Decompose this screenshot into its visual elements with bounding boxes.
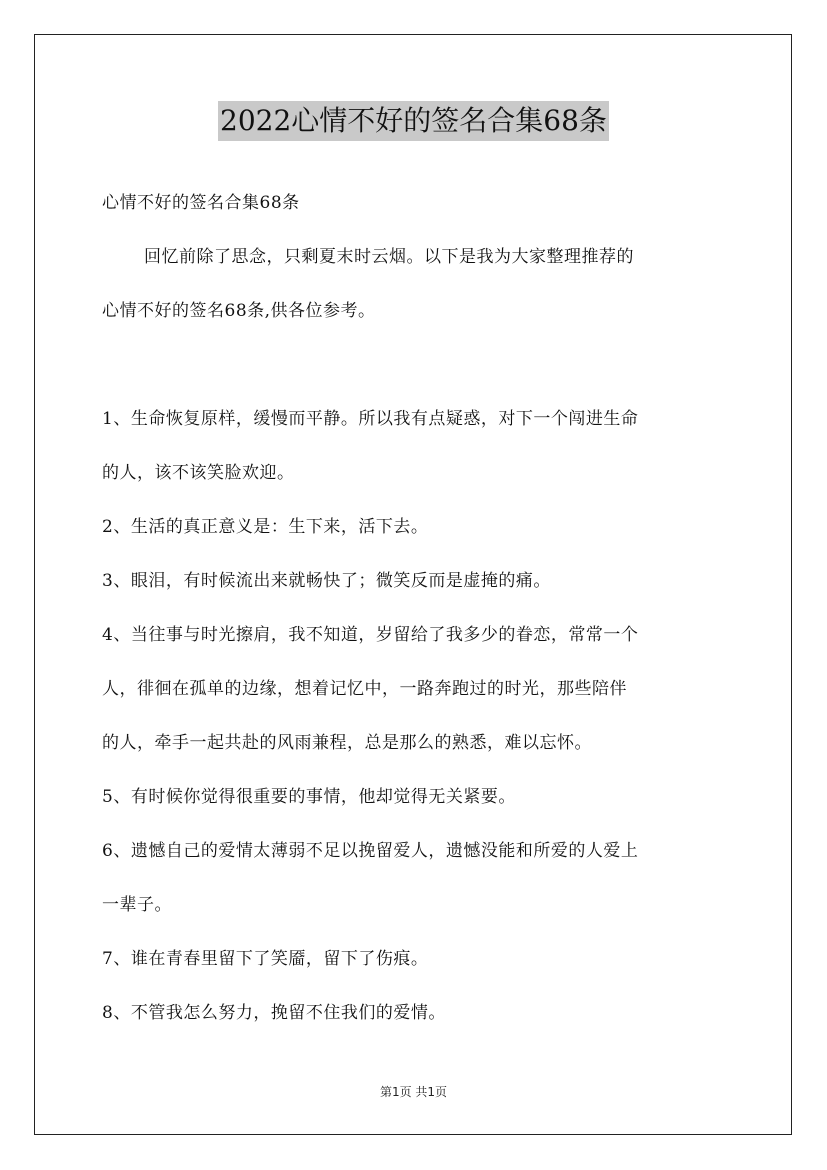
item-line: 5、有时候你觉得很重要的事情，他却觉得无关紧要。 bbox=[102, 787, 516, 807]
intro-line: 心情不好的签名68条,供各位参考。 bbox=[102, 301, 376, 321]
item-line: 人，徘徊在孤单的边缘，想着记忆中，一路奔跑过的时光，那些陪伴 bbox=[102, 679, 627, 699]
intro-line: 回忆前除了思念，只剩夏末时云烟。以下是我为大家整理推荐的 bbox=[144, 247, 634, 267]
item-line: 一辈子。 bbox=[102, 895, 172, 915]
item-line: 4、当往事与时光擦肩，我不知道，岁留给了我多少的眷恋，常常一个 bbox=[102, 625, 639, 645]
item-line: 8、不管我怎么努力，挽留不住我们的爱情。 bbox=[102, 1003, 446, 1023]
item-line: 7、谁在青春里留下了笑靥，留下了伤痕。 bbox=[102, 949, 429, 969]
subtitle: 心情不好的签名合集68条 bbox=[102, 193, 300, 213]
item-line: 2、生活的真正意义是：生下来，活下去。 bbox=[102, 517, 429, 537]
document-title: 2022心情不好的签名合集68条 bbox=[218, 101, 609, 141]
title-container bbox=[0, 101, 827, 141]
document-body bbox=[102, 176, 730, 1040]
item-line: 3、眼泪，有时候流出来就畅快了；微笑反而是虚掩的痛。 bbox=[102, 571, 551, 591]
paragraph-gap bbox=[102, 338, 730, 392]
item-line: 6、遗憾自己的爱情太薄弱不足以挽留爱人，遗憾没能和所爱的人爱上 bbox=[102, 841, 639, 861]
item-line: 1、生命恢复原样，缓慢而平静。所以我有点疑惑，对下一个闯进生命 bbox=[102, 409, 639, 429]
page-footer: 第1页 共1页 bbox=[379, 1085, 448, 1099]
item-line: 的人，该不该笑脸欢迎。 bbox=[102, 463, 295, 483]
item-line: 的人，牵手一起共赴的风雨兼程，总是那么的熟悉，难以忘怀。 bbox=[102, 733, 592, 753]
